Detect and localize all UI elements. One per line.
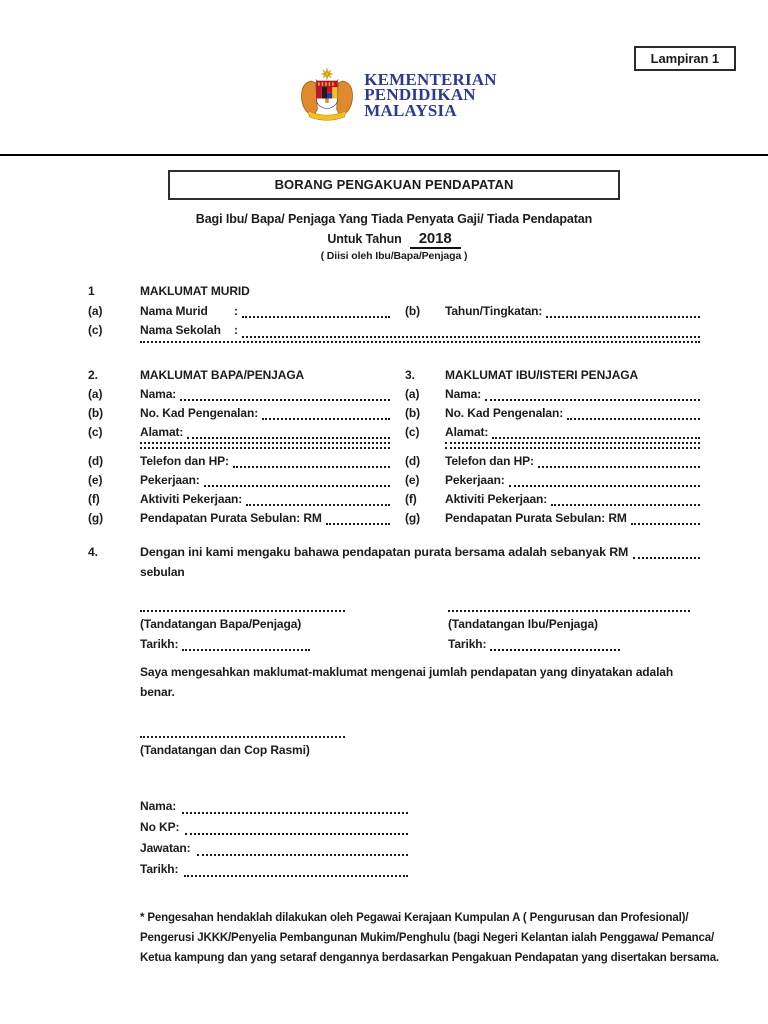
item-number: (b) xyxy=(405,405,421,420)
ministry-name xyxy=(364,69,497,120)
dotted-fill-line xyxy=(631,523,700,525)
section-heading: MAKLUMAT BAPA/PENJAGA xyxy=(140,367,305,382)
signature-caption: (Tandatangan Bapa/Penjaga) xyxy=(140,616,302,631)
field-student-name xyxy=(140,302,398,322)
ministry-logo xyxy=(14,66,768,124)
malaysia-coat-of-arms-icon xyxy=(299,66,355,124)
item-number: (c) xyxy=(405,424,420,439)
page-header xyxy=(0,0,768,156)
field-label: Tarikh: xyxy=(448,636,487,651)
form-title: BORANG PENGAKUAN PENDAPATAN xyxy=(274,177,514,192)
field-label: Telefon dan HP: xyxy=(140,453,229,468)
statement-line: Saya mengesahkan maklumat-maklumat mengenai jumlah pendapatan yang dinyatakan adalah xyxy=(140,664,674,679)
declaration-line1: Dengan ini kami mengaku bahawa pendapatan purata bersama adalah sebanyak RM xyxy=(140,544,629,559)
signature-caption: (Tandatangan Ibu/Penjaga) xyxy=(448,616,598,631)
field-mother-work-activity xyxy=(445,490,700,509)
section-student xyxy=(88,282,700,346)
declaration-text xyxy=(140,542,700,582)
signature-dotted-line xyxy=(140,722,345,738)
statement-line: benar. xyxy=(140,684,175,699)
field-label: Pendapatan Purata Sebulan: RM xyxy=(445,510,627,525)
dotted-fill-line xyxy=(182,812,408,814)
field-official-ic xyxy=(140,817,408,838)
item-number: (c) xyxy=(88,323,103,337)
field-colon: : xyxy=(234,303,238,318)
dotted-fill-line xyxy=(180,399,390,401)
dotted-fill-line xyxy=(326,523,390,525)
section-declaration xyxy=(88,542,700,582)
field-label: Pekerjaan: xyxy=(445,472,505,487)
field-label: Nama Sekolah xyxy=(140,323,221,337)
field-label: Alamat: xyxy=(445,424,489,439)
field-label: Nama Murid xyxy=(140,303,208,318)
field-label: No. Kad Pengenalan: xyxy=(445,405,564,420)
section-number: 2. xyxy=(88,367,98,382)
item-number: (b) xyxy=(405,303,421,318)
dotted-fill-line xyxy=(140,447,390,449)
section-number: 4. xyxy=(88,544,98,559)
field-school-name-continued xyxy=(140,341,700,346)
field-year-form xyxy=(445,302,700,322)
dotted-fill-line xyxy=(567,418,700,420)
dotted-fill-line xyxy=(551,504,700,506)
item-number: (d) xyxy=(88,453,104,468)
attachment-label: Lampiran 1 xyxy=(650,51,719,66)
dotted-fill-line xyxy=(509,485,700,487)
field-label: Pendapatan Purata Sebulan: RM xyxy=(140,510,322,525)
field-label: No. Kad Pengenalan: xyxy=(140,405,259,420)
item-number: (a) xyxy=(88,303,103,318)
dotted-fill-line xyxy=(204,485,390,487)
father-date-field xyxy=(140,634,310,654)
dotted-fill-line xyxy=(182,649,310,651)
form-body xyxy=(0,170,768,968)
signature-dotted-line xyxy=(140,596,345,612)
fill-note: ( Diisi oleh Ibu/Bapa/Penjaga ) xyxy=(320,250,468,262)
ministry-name-line: KEMENTERIAN xyxy=(364,69,497,89)
section-heading: MAKLUMAT MURID xyxy=(140,284,250,298)
dotted-fill-line xyxy=(140,442,390,444)
dotted-fill-line xyxy=(490,649,620,651)
dotted-fill-line xyxy=(445,442,700,444)
field-father-ic xyxy=(140,404,398,423)
field-label: No KP: xyxy=(140,819,180,834)
ministry-name-line: PENDIDIKAN xyxy=(364,85,476,105)
ministry-name-line: MALAYSIA xyxy=(364,100,457,120)
field-father-address xyxy=(140,423,398,442)
dotted-fill-line xyxy=(485,399,700,401)
field-label: Nama: xyxy=(140,798,177,813)
dotted-fill-line xyxy=(633,557,700,559)
item-number: (b) xyxy=(88,405,104,420)
field-official-date xyxy=(140,859,408,880)
section-number: 3. xyxy=(405,367,415,382)
footnote-line: * Pengesahan hendaklah dilakukan oleh Pegawai Kerajaan Kumpulan A ( Pengurusan dan Profesional)/ xyxy=(140,911,689,924)
dotted-fill-line xyxy=(197,854,408,856)
item-number: (a) xyxy=(405,386,420,401)
mother-signature-block xyxy=(448,596,700,654)
father-signature-block xyxy=(140,596,396,654)
dotted-fill-line xyxy=(538,466,700,468)
parent-signatures xyxy=(88,596,700,654)
year-value: 2018 xyxy=(410,230,461,249)
item-number: (e) xyxy=(405,472,420,487)
official-detail-fields xyxy=(140,796,700,880)
field-colon: : xyxy=(234,323,238,337)
field-mother-income xyxy=(445,509,700,528)
form-subtitle: Bagi Ibu/ Bapa/ Penjaga Yang Tiada Penyata Gaji/ Tiada Pendapatan xyxy=(195,212,593,226)
footnote-line: Pengerusi JKKK/Penyelia Pembangunan Mukim/Penghulu (bagi Negeri Kelantan ialah Penggawa/ Pemanca/ xyxy=(140,931,715,944)
dotted-fill-line xyxy=(445,447,700,449)
section-parents xyxy=(88,366,700,528)
item-number: (c) xyxy=(88,424,103,439)
dotted-fill-line xyxy=(184,875,408,877)
field-school-name xyxy=(140,321,700,341)
field-label: Nama: xyxy=(140,386,177,401)
section-heading: MAKLUMAT IBU/ISTERI PENJAGA xyxy=(445,367,639,382)
dotted-fill-line xyxy=(140,341,700,343)
verification-statement xyxy=(140,662,700,702)
field-label: Jawatan: xyxy=(140,840,191,855)
item-number: (f) xyxy=(405,491,417,506)
footnote xyxy=(140,908,720,968)
footnote-line: Ketua kampung dan yang setaraf dengannya berdasarkan Pengakuan Pendapatan yang disertakan bersama. xyxy=(140,951,720,964)
form-title-box xyxy=(168,170,620,200)
field-official-position xyxy=(140,838,408,859)
field-label: Tarikh: xyxy=(140,636,179,651)
year-label: Untuk Tahun xyxy=(327,232,402,246)
declaration-line2: sebulan xyxy=(140,564,185,579)
field-mother-ic xyxy=(445,404,700,423)
item-number: (g) xyxy=(88,510,104,525)
dotted-fill-line xyxy=(546,316,700,318)
field-father-name xyxy=(140,385,398,404)
field-label: Alamat: xyxy=(140,424,184,439)
official-signature-block xyxy=(140,722,700,760)
field-mother-occupation xyxy=(445,471,700,490)
field-label: Aktiviti Pekerjaan: xyxy=(445,491,548,506)
signature-caption: (Tandatangan dan Cop Rasmi) xyxy=(140,742,310,757)
dotted-fill-line xyxy=(242,336,700,338)
item-number: (d) xyxy=(405,453,421,468)
dotted-fill-line xyxy=(262,418,390,420)
field-mother-phone xyxy=(445,452,700,471)
mother-date-field xyxy=(448,634,620,654)
field-label: Tahun/Tingkatan: xyxy=(445,303,543,318)
dotted-fill-line xyxy=(187,437,390,439)
field-mother-address xyxy=(445,423,700,442)
item-number: (g) xyxy=(405,510,421,525)
field-label: Nama: xyxy=(445,386,482,401)
field-father-work-activity xyxy=(140,490,398,509)
field-label: Telefon dan HP: xyxy=(445,453,534,468)
field-mother-name xyxy=(445,385,700,404)
dotted-fill-line xyxy=(185,833,408,835)
dotted-fill-line xyxy=(242,316,390,318)
field-father-income xyxy=(140,509,398,528)
item-number: (e) xyxy=(88,472,103,487)
signature-dotted-line xyxy=(448,596,690,612)
field-label: Aktiviti Pekerjaan: xyxy=(140,491,243,506)
year-line xyxy=(88,230,700,247)
section-number: 1 xyxy=(88,284,95,298)
field-father-phone xyxy=(140,452,398,471)
item-number: (a) xyxy=(88,386,103,401)
field-father-occupation xyxy=(140,471,398,490)
field-label: Tarikh: xyxy=(140,861,179,876)
dotted-fill-line xyxy=(246,504,390,506)
field-label: Pekerjaan: xyxy=(140,472,200,487)
dotted-fill-line xyxy=(492,437,700,439)
item-number: (f) xyxy=(88,491,100,506)
field-official-name xyxy=(140,796,408,817)
dotted-fill-line xyxy=(233,466,390,468)
